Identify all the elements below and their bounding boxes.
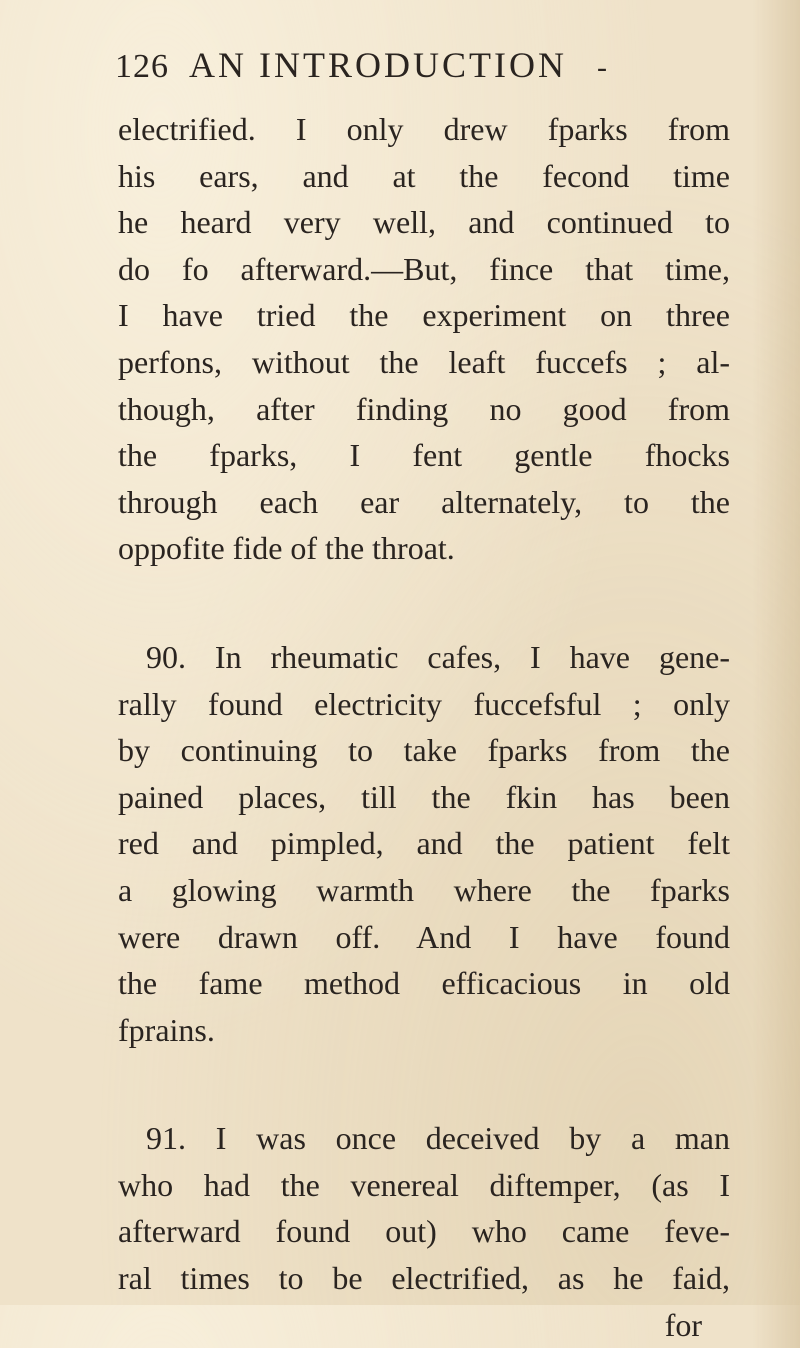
text-line: a glowing warmth where the fparks [118,871,730,908]
page-number: 126 [115,48,169,85]
text-line: the fame method efficacious in old [118,965,730,1002]
paragraph-gap [118,1053,730,1115]
paragraph-91 [118,1115,730,1301]
text-line: his ears, and at the fecond time [118,157,730,194]
text-line: through each ear alternately, to the [118,483,730,520]
text-line: he heard very well, and continued to [118,204,730,241]
body-text [118,106,730,1348]
text-line: do fo afterward.—But, fince that time, [118,250,730,287]
running-head [115,44,715,94]
text-line: 90. In rheumatic cafes, I have gene- [146,638,730,675]
text-line: pained places, till the fkin has been [118,778,730,815]
text-line: afterward found out) who came feve- [118,1213,730,1250]
catchword: for [664,1306,702,1343]
text-line: perfons, without the leaft fuccefs ; al- [118,343,730,380]
text-line: the fparks, I fent gentle fhocks [118,437,730,474]
text-line: 91. I was once deceived by a man [146,1120,730,1157]
text-line: who had the venereal diftemper, (as I [118,1166,730,1203]
text-line: red and pimpled, and the patient felt [118,825,730,862]
paragraph-90 [118,634,730,1053]
text-line: were drawn off. And I have found [118,918,730,955]
paragraph-gap [118,572,730,634]
paragraph-continued [118,106,730,572]
text-line: electrified. I only drew fparks from [118,111,730,147]
text-line: oppofite fide of the throat. [118,530,455,567]
text-line: rally found electricity fuccefsful ; only [118,685,730,722]
text-line: though, after finding no good from [118,390,730,427]
text-line: I have tried the experiment on three [118,297,730,334]
text-line: fprains. [118,1011,215,1048]
text-line: ral times to be electrified, as he faid, [118,1260,730,1297]
running-title: AN INTRODUCTION [189,45,567,85]
running-head-mark: - [596,51,607,84]
text-line: by continuing to take fparks from the [118,732,730,769]
